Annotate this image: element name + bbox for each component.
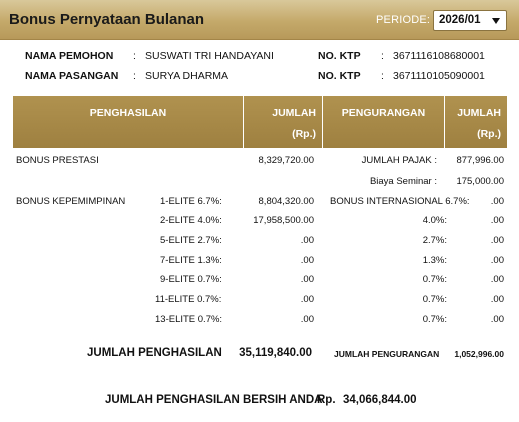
applicant-name-value: SUSWATI TRI HANDAYANI xyxy=(145,50,274,62)
applicant-ktp-label: NO. KTP xyxy=(318,50,361,62)
internasional-row-value: .00 xyxy=(490,215,504,226)
spouse-name-label: NAMA PASANGAN xyxy=(25,70,119,82)
periode-select[interactable] xyxy=(433,10,507,31)
deduction-header-label: PENGURANGAN xyxy=(341,107,426,119)
spouse-ktp-label: NO. KTP xyxy=(318,70,361,82)
spouse-ktp-value: 3671110105090001 xyxy=(393,70,485,82)
income-amount-header-label: JUMLAH xyxy=(272,107,316,119)
elite-row-value: .00 xyxy=(300,235,314,246)
total-deduction-label: JUMLAH PENGURANGAN xyxy=(334,349,440,359)
net-income-label: JUMLAH PENGHASILAN BERSIH ANDA xyxy=(105,394,323,406)
biaya-seminar-label: Biaya Seminar : xyxy=(369,176,437,187)
bonus-internasional-label: BONUS INTERNASIONAL 6.7%: xyxy=(330,196,470,207)
elite-row-label: 13-ELITE 0.7%: xyxy=(155,314,223,325)
elite-row-value: 17,958,500.00 xyxy=(253,215,314,226)
biaya-seminar-value: 175,000.00 xyxy=(456,176,504,187)
internasional-row-value: .00 xyxy=(490,314,504,325)
periode-label: PERIODE: xyxy=(376,14,431,26)
internasional-row-label: 0.7%: xyxy=(422,294,447,305)
internasional-row-value: .00 xyxy=(490,294,504,305)
internasional-row-value: .00 xyxy=(490,274,504,285)
elite-row-label: 1-ELITE 6.7%: xyxy=(160,196,222,207)
internasional-row-value: .00 xyxy=(490,235,504,246)
colon: : xyxy=(381,70,384,82)
colon: : xyxy=(381,50,384,62)
elite-row-label: 11-ELITE 0.7%: xyxy=(155,294,222,305)
total-deduction-value: 1,052,996.00 xyxy=(454,349,504,359)
applicant-ktp-value: 3671116108680001 xyxy=(393,50,485,62)
internasional-row-label: 1.3%: xyxy=(422,255,447,266)
elite-row-label: 5-ELITE 2.7%: xyxy=(160,235,222,246)
internasional-row-label: 4.0%: xyxy=(422,215,447,226)
jumlah-pajak-value: 877,996.00 xyxy=(456,155,504,166)
bonus-prestasi-value: 8,329,720.00 xyxy=(258,155,314,166)
page-title: Bonus Pernyataan Bulanan xyxy=(9,11,205,28)
elite-row-value: .00 xyxy=(300,294,314,305)
spouse-name-value: SURYA DHARMA xyxy=(145,70,229,82)
colon: : xyxy=(133,50,136,62)
chevron-down-icon[interactable] xyxy=(492,18,500,24)
elite-row-label: 9-ELITE 0.7%: xyxy=(160,274,222,285)
net-income-currency: Rp. xyxy=(317,394,336,406)
internasional-row-label: 0.7%: xyxy=(422,274,447,285)
header-bar xyxy=(0,0,519,40)
deduction-header xyxy=(323,96,444,148)
total-income-value: 35,119,840.00 xyxy=(239,347,312,359)
elite-row-value: .00 xyxy=(300,255,314,266)
income-header-label: PENGHASILAN xyxy=(89,107,167,119)
colon: : xyxy=(133,70,136,82)
income-amount-header xyxy=(244,96,322,148)
deduction-amount-header-label: JUMLAH xyxy=(457,107,501,119)
internasional-row-label: 0.7%: xyxy=(422,314,447,325)
total-income-label: JUMLAH PENGHASILAN xyxy=(87,347,222,359)
deduction-amount-header xyxy=(445,96,507,148)
bonus-kepemimpinan-label: BONUS KEPEMIMPINAN xyxy=(16,196,126,207)
deduction-amount-header-unit: (Rp.) xyxy=(477,128,501,140)
applicant-name-label: NAMA PEMOHON xyxy=(25,50,114,62)
elite-row-label: 7-ELITE 1.3%: xyxy=(160,255,222,266)
bonus-prestasi-label: BONUS PRESTASI xyxy=(16,155,99,166)
elite-row-label: 2-ELITE 4.0%: xyxy=(160,215,222,226)
elite-row-value: .00 xyxy=(300,274,314,285)
elite-row-value: 8,804,320.00 xyxy=(258,196,314,207)
internasional-row-value: .00 xyxy=(490,255,504,266)
net-income-value: 34,066,844.00 xyxy=(343,394,417,406)
jumlah-pajak-label: JUMLAH PAJAK : xyxy=(361,155,437,166)
income-header xyxy=(13,96,243,148)
periode-value: 2026/01 xyxy=(439,14,481,26)
internasional-row-label: 2.7%: xyxy=(422,235,447,246)
elite-row-value: .00 xyxy=(300,314,314,325)
income-amount-header-unit: (Rp.) xyxy=(292,128,316,140)
bonus-internasional-value: .00 xyxy=(490,196,504,207)
